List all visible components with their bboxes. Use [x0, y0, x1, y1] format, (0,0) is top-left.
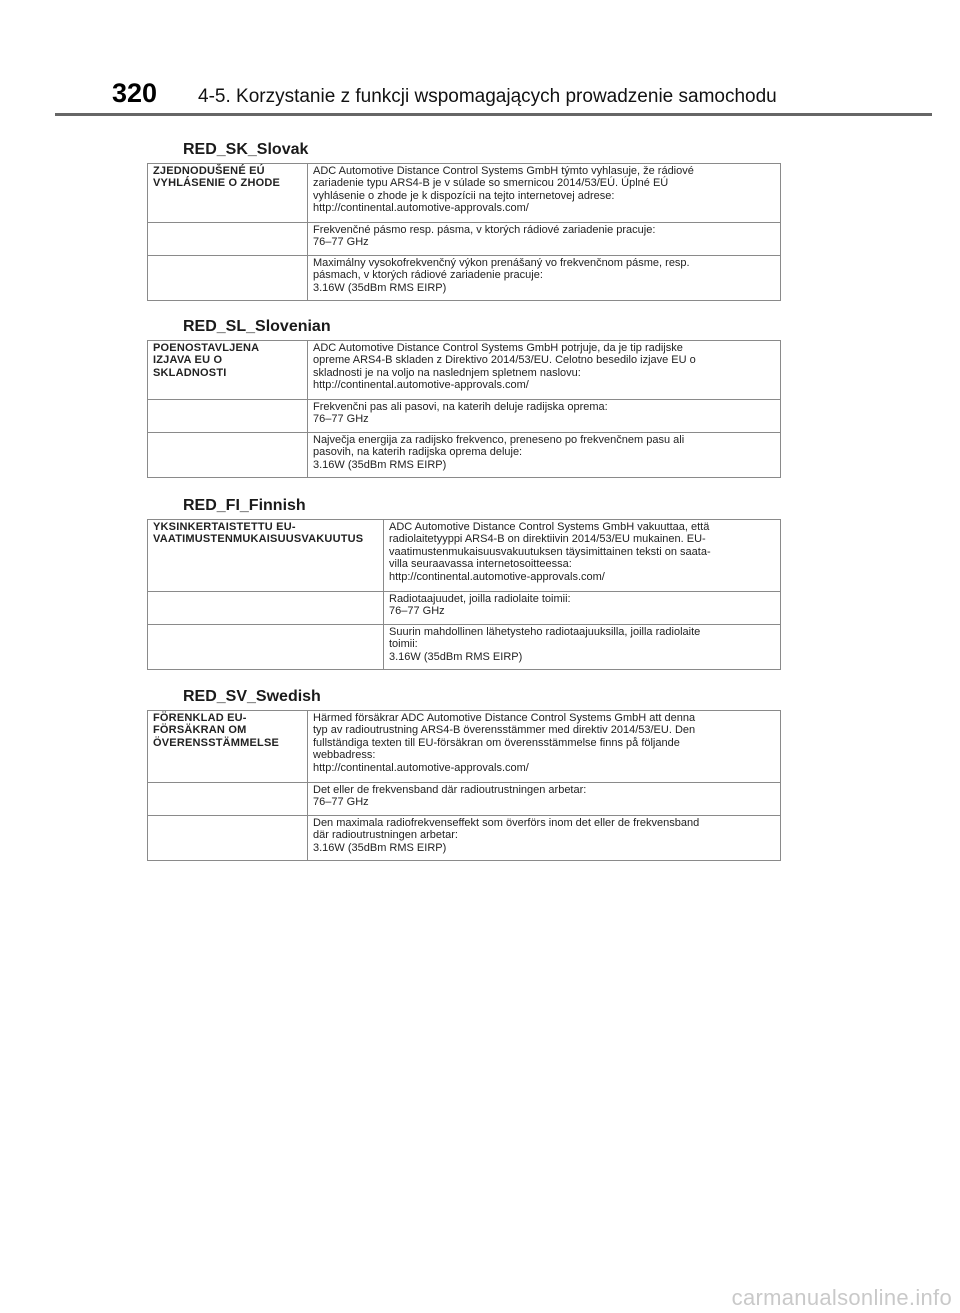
table-row	[148, 341, 781, 400]
chapter-title: 4-5. Korzystanie z funkcji wspomagających prowadzenie samochodu	[198, 86, 777, 107]
empty-cell	[148, 433, 308, 478]
table-row	[148, 223, 781, 256]
empty-cell	[148, 256, 308, 301]
declaration-table	[147, 340, 781, 478]
empty-cell	[148, 592, 384, 625]
table-row	[148, 592, 781, 625]
table-row	[148, 816, 781, 861]
declaration-text: Härmed försäkrar ADC Automotive Distance Control Systems GmbH att denna typ av radioutrustning ARS4-B överensstämmer med direktiv 2014/53/EU. Den fullständiga texten till EU-försäkran om överensstämmelse finns på följande webbadress: http://continental.automotive-approvals.com/	[308, 711, 781, 783]
empty-cell	[148, 625, 384, 670]
declaration-text: ADC Automotive Distance Control Systems GmbH potrjuje, da je tip radijske opreme ARS4-B skladen z Direktivo 2014/53/EU. Celotno besedilo izjave EU o skladnosti je na voljo na naslednjem spletnem naslovu: http://continental.automotive-approvals.com/	[308, 341, 781, 400]
frequency-band-text: Det eller de frekvensband där radioutrustningen arbetar: 76–77 GHz	[308, 783, 781, 816]
declaration-label: FÖRENKLAD EU- FÖRSÄKRAN OM ÖVERENSSTÄMMELSE	[148, 711, 308, 783]
declaration-text: ADC Automotive Distance Control Systems GmbH týmto vyhlasuje, že rádiové zariadenie typu ARS4-B je v súlade so smernicou 2014/53/EÚ. Úplné EÚ vyhlásenie o zhode je k dispozícii na tejto internetovej adrese: http://continental.automotive-approvals.com/	[308, 164, 781, 223]
table-row	[148, 625, 781, 670]
table-row	[148, 256, 781, 301]
declaration-label: ZJEDNODUŠENÉ EÚ VYHLÁSENIE O ZHODE	[148, 164, 308, 223]
max-power-text: Suurin mahdollinen lähetysteho radiotaajuuksilla, joilla radiolaite toimii: 3.16W (35dBm RMS EIRP)	[384, 625, 781, 670]
declaration-label: POENOSTAVLJENA IZJAVA EU O SKLADNOSTI	[148, 341, 308, 400]
table-row	[148, 164, 781, 223]
table-row	[148, 433, 781, 478]
empty-cell	[148, 400, 308, 433]
empty-cell	[148, 816, 308, 861]
header-divider	[55, 113, 932, 116]
declaration-table	[147, 519, 781, 670]
section-title: RED_SV_Swedish	[183, 688, 321, 705]
empty-cell	[148, 783, 308, 816]
frequency-band-text: Frekvenčni pas ali pasovi, na katerih deluje radijska oprema: 76–77 GHz	[308, 400, 781, 433]
max-power-text: Den maximala radiofrekvenseffekt som överförs inom det eller de frekvensband där radioutrustningen arbetar: 3.16W (35dBm RMS EIRP)	[308, 816, 781, 861]
empty-cell	[148, 223, 308, 256]
declaration-table	[147, 710, 781, 861]
watermark-text: carmanualsonline.info	[731, 1285, 952, 1310]
frequency-band-text: Radiotaajuudet, joilla radiolaite toimii: 76–77 GHz	[384, 592, 781, 625]
frequency-band-text: Frekvenčné pásmo resp. pásma, v ktorých rádiové zariadenie pracuje: 76–77 GHz	[308, 223, 781, 256]
section-title: RED_SL_Slovenian	[183, 318, 331, 335]
max-power-text: Maximálny vysokofrekvenčný výkon prenášaný vo frekvenčnom pásme, resp. pásmach, v ktorých rádiové zariadenie pracuje: 3.16W (35dBm RMS EIRP)	[308, 256, 781, 301]
table-row	[148, 783, 781, 816]
section-title: RED_SK_Slovak	[183, 141, 309, 158]
table-row	[148, 711, 781, 783]
page-number: 320	[112, 78, 158, 108]
table-row	[148, 400, 781, 433]
declaration-table	[147, 163, 781, 301]
declaration-text: ADC Automotive Distance Control Systems GmbH vakuuttaa, että radiolaitetyyppi ARS4-B on direktiivin 2014/53/EU mukainen. EU- vaatimustenmukaisuusvakuutuksen täysimittainen teksti on saata- villa seuraavassa internetosoitteessa: http://continental.automotive-approvals.com/	[384, 520, 781, 592]
declaration-label: YKSINKERTAISTETTU EU- VAATIMUSTENMUKAISUUSVAKUUTUS	[148, 520, 384, 592]
page-header	[0, 0, 960, 116]
max-power-text: Največja energija za radijsko frekvenco, preneseno po frekvenčnem pasu ali pasovih, na katerih radijska oprema deluje: 3.16W (35dBm RMS EIRP)	[308, 433, 781, 478]
table-row	[148, 520, 781, 592]
section-title: RED_FI_Finnish	[183, 497, 306, 514]
